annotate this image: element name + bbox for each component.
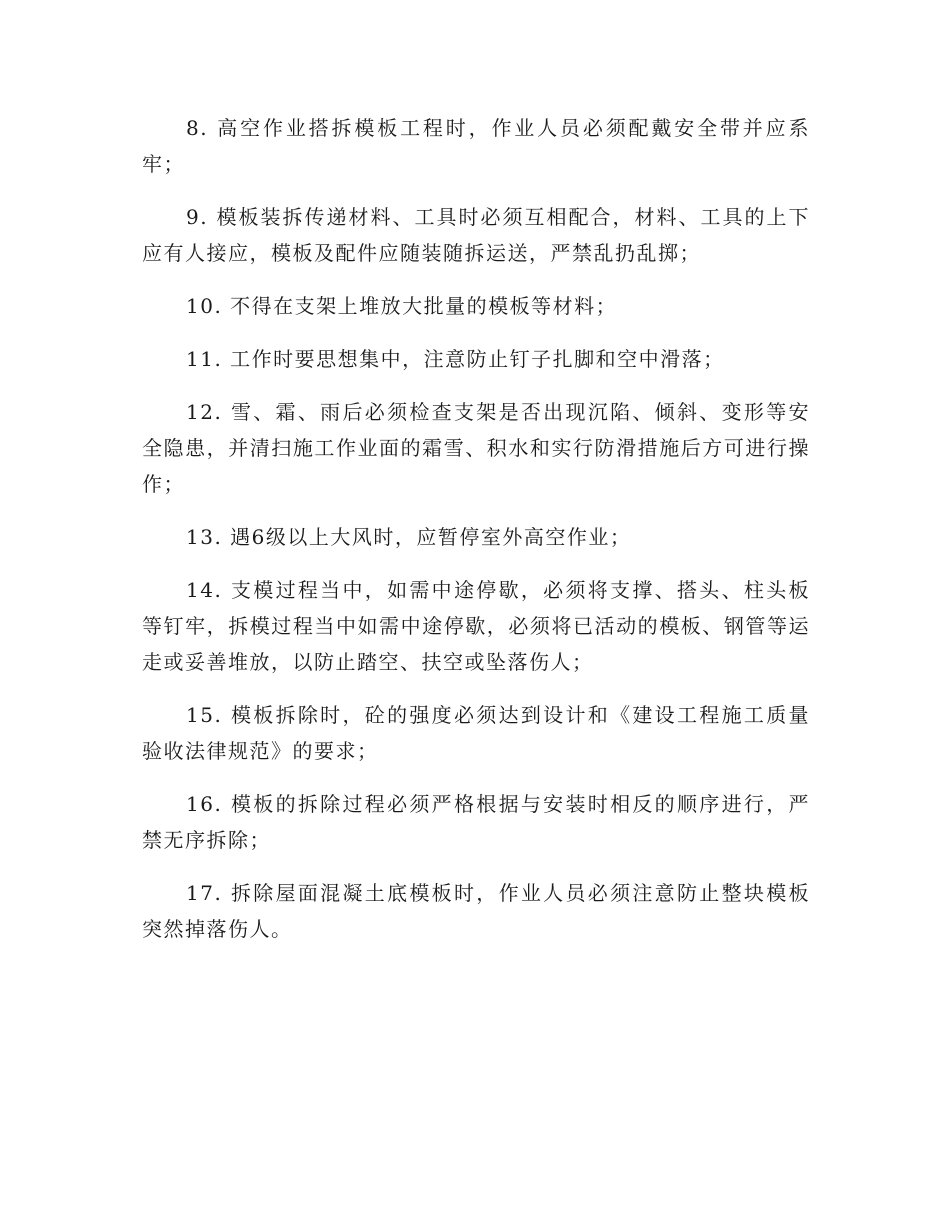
paragraph-item-14: 14. 支模过程当中，如需中途停歇，必须将支撑、搭头、柱头板等钉牢，拆模过程当中如需中途停歇，必须将已活动的模板、钢管等运走或妥善堆放，以防止踏空、扶空或坠落伤人； [142, 578, 810, 674]
paragraph-item-15: 15. 模板拆除时，砼的强度必须达到设计和《建设工程施工质量验收法律规范》的要求； [142, 703, 810, 763]
paragraph-item-8: 8. 高空作业搭拆模板工程时，作业人员必须配戴安全带并应系牢； [142, 116, 810, 176]
paragraph-item-9: 9. 模板装拆传递材料、工具时必须互相配合，材料、工具的上下应有人接应，模板及配件应随装随拆运送，严禁乱扔乱掷； [142, 205, 810, 265]
paragraph-item-17: 17. 拆除屋面混凝土底模板时，作业人员必须注意防止整块模板突然掉落伤人。 [142, 881, 810, 941]
paragraph-item-11: 11. 工作时要思想集中，注意防止钉子扎脚和空中滑落； [186, 347, 725, 371]
paragraph-item-10: 10. 不得在支架上堆放大批量的模板等材料； [186, 294, 618, 318]
document-body [142, 110, 810, 964]
paragraph-item-12: 12. 雪、霜、雨后必须检查支架是否出现沉陷、倾斜、变形等安全隐患，并清扫施工作业面的霜雪、积水和实行防滑措施后方可进行操作； [142, 400, 810, 496]
paragraph-item-16: 16. 模板的拆除过程必须严格根据与安装时相反的顺序进行，严禁无序拆除； [142, 792, 810, 852]
paragraph-item-13: 13. 遇6级以上大风时，应暂停室外高空作业； [186, 525, 632, 549]
